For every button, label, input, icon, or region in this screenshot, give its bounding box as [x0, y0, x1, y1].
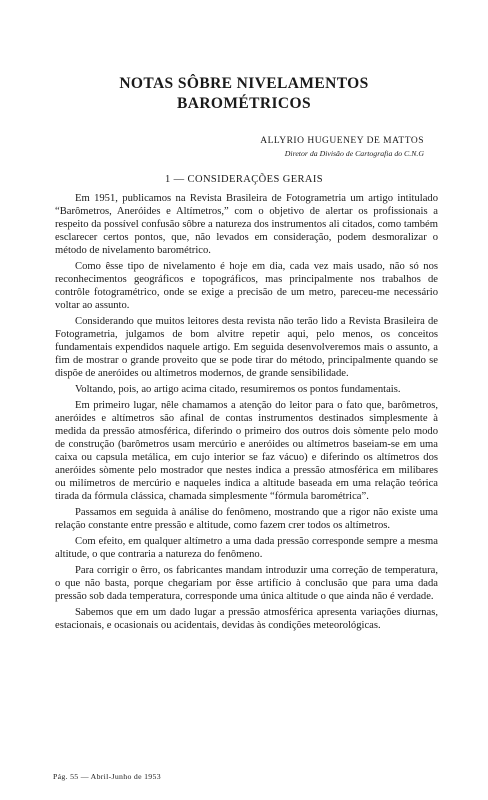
paragraph: Para corrigir o êrro, os fabricantes mandam introduzir uma correção de temperatura, o que não basta, porque chegariam por êsse artifício à conclusão que para uma dada pressão sob dada temperatura, corresponde uma única altitude o que ainda não é verdade. — [55, 565, 438, 602]
article-body — [55, 192, 438, 635]
article-title-line-1: NOTAS SÔBRE NIVELAMENTOS — [119, 75, 369, 92]
paragraph: Em primeiro lugar, nêle chamamos a atenção do leitor para o fato que, barômetros, aneróides e altímetros são afinal de contas instrumentos destinados simplesmente à medida da pressão atmosférica, diferindo o primeiro dos outros dois sòmente pelo modo de construção (barômetros usam mercúrio e aneróides ou altímetros baseiam-se em uma caixa ou capsula metálica, em cujo interior se faz vácuo) e diferindo os altímetros dos aneróides sòmente pelo mostrador que nestes indica a pressão atmosférica em milibares ou milímetros de mercúrio e naqueles indica a altitude baseada em uma relação teórica tirada da fórmula clássica, chamada simplesmente “fórmula barométrica”. — [55, 400, 438, 502]
paragraph: Sabemos que em um dado lugar a pressão atmosférica apresenta variações diurnas, estacionais, e ocasionais ou acidentais, devidas às condições meteorológicas. — [55, 607, 438, 631]
paragraph: Em 1951, publicamos na Revista Brasileira de Fotogrametria um artigo intitulado “Barômetros, Aneróides e Altímetros,” com o objetivo de alertar os profissionais a respeito da possível confusão sôbre a natureza dos instrumentos ali citados, como também esclarecer certos pontos, que, não levados em consideração, podem desmoralizar o método de nivelamento barométrico. — [55, 193, 438, 256]
author-affiliation: Diretor da Divisão de Cartografia do C.N.G — [284, 149, 424, 158]
paragraph: Passamos em seguida à análise do fenômeno, mostrando que a rigor não existe uma relação constante entre pressão e altitude, como fazem crer todos os altímetros. — [55, 507, 438, 531]
paragraph: Considerando que muitos leitores desta revista não terão lido a Revista Brasileira de Fotogrametria, julgamos de bom alvitre repetir aqui, pelo menos, os conceitos fundamentais expendidos naquele artigo. Em seguida desenvolveremos mais o assunto, a fim de mostrar o grande proveito que se pode tirar do método, principalmente quando se dispõe de aneróides ou altímetros modernos, de grande sensibilidade. — [55, 316, 438, 379]
article-title-line-2: BAROMÉTRICOS — [177, 95, 311, 112]
paragraph: Como êsse tipo de nivelamento é hoje em dia, cada vez mais usado, não só nos reconhecimentos geográficos e topográficos, mas principalmente nos trabalhos de contrôle fotogramétrico, onde se exige a precisão de um metro, pareceu-me necessário voltar ao assunto. — [55, 261, 438, 311]
section-heading: 1 — CONSIDERAÇÕES GERAIS — [164, 174, 324, 185]
author-name: ALLYRIO HUGUENEY DE MATTOS — [260, 136, 424, 146]
paragraph: Voltando, pois, ao artigo acima citado, resumiremos os pontos fundamentais. — [75, 384, 401, 395]
page-footer: Pág. 55 — Abril-Junho de 1953 — [53, 772, 161, 781]
paragraph: Com efeito, em qualquer altímetro a uma dada pressão corresponde sempre a mesma altitude, o que contraria a natureza do fenômeno. — [55, 536, 438, 560]
